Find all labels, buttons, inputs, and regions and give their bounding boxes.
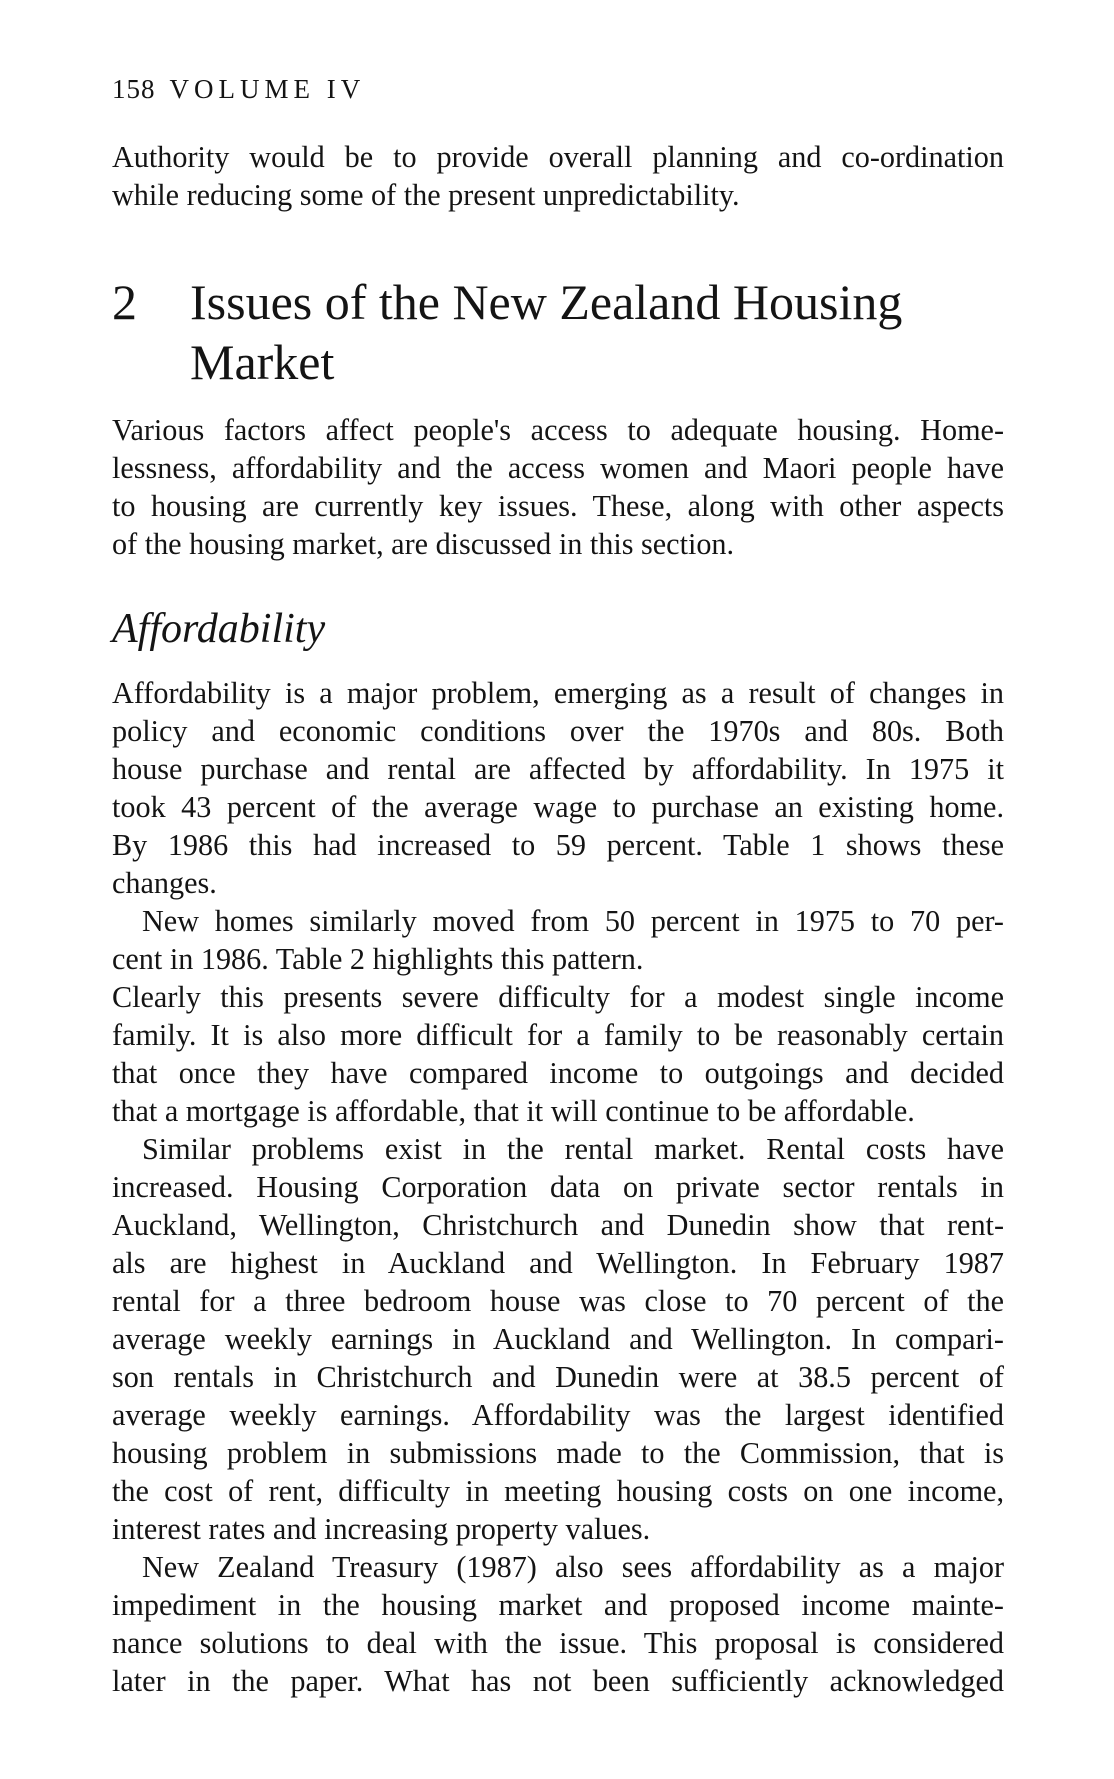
paragraph <box>112 1130 1004 1548</box>
section-title-line1: Issues of the New Zealand Housing <box>190 274 903 330</box>
page-number: 158 <box>112 74 156 104</box>
text-line: house purchase and rental are affected by affordability. In 1975 it <box>112 752 1004 786</box>
paragraph <box>112 902 1004 978</box>
text-line: policy and economic conditions over the 1970s and 80s. Both <box>112 714 1004 748</box>
running-head <box>112 74 365 105</box>
paragraph <box>112 978 1004 1130</box>
paragraph <box>112 674 1004 902</box>
text-line: took 43 percent of the average wage to purchase an existing home. <box>112 790 1004 824</box>
text-line: Authority would be to provide overall planning and co-ordination <box>112 140 1004 174</box>
text-line: By 1986 this had increased to 59 percent. Table 1 shows these <box>112 828 1004 862</box>
text-line: Clearly this presents severe difficulty for a modest single income <box>112 980 1004 1014</box>
volume-label: VOLUME IV <box>169 74 366 104</box>
text-line: increased. Housing Corporation data on private sector rentals in <box>112 1170 1004 1204</box>
text-line: Various factors affect people's access to adequate housing. Home- <box>112 413 1004 447</box>
section-heading <box>112 272 1004 392</box>
text-line: rental for a three bedroom house was close to 70 percent of the <box>112 1284 1004 1318</box>
text-line: to housing are currently key issues. These, along with other aspects <box>112 489 1004 523</box>
text-line: housing problem in submissions made to the Commission, that is <box>112 1436 1004 1470</box>
text-line: average weekly earnings in Auckland and Wellington. In compari- <box>112 1322 1004 1356</box>
text-line: interest rates and increasing property values. <box>112 1512 651 1546</box>
text-line: New homes similarly moved from 50 percent in 1975 to 70 per- <box>142 904 1004 938</box>
text-line: while reducing some of the present unpredictability. <box>112 178 740 212</box>
text-line: lessness, affordability and the access women and Maori people have <box>112 451 1004 485</box>
text-line: nance solutions to deal with the issue. This proposal is considered <box>112 1626 1004 1660</box>
text-line: Affordability is a major problem, emerging as a result of changes in <box>112 676 1004 710</box>
text-line: that a mortgage is affordable, that it will continue to be affordable. <box>112 1094 915 1128</box>
text-line: that once they have compared income to outgoings and decided <box>112 1056 1004 1090</box>
text-line: of the housing market, are discussed in this section. <box>112 527 735 561</box>
section-title-line2: Market <box>190 334 335 390</box>
text-line: the cost of rent, difficulty in meeting housing costs on one income, <box>112 1474 1004 1508</box>
text-line: son rentals in Christchurch and Dunedin were at 38.5 percent of <box>112 1360 1004 1394</box>
section-intro-paragraph <box>112 411 1004 563</box>
paragraph <box>112 1548 1004 1700</box>
text-line: family. It is also more difficult for a family to be reasonably certain <box>112 1018 1004 1052</box>
text-line: New Zealand Treasury (1987) also sees affordability as a major <box>142 1550 1004 1584</box>
text-line: changes. <box>112 866 217 900</box>
text-line: Auckland, Wellington, Christchurch and Dunedin show that rent- <box>112 1208 1004 1242</box>
text-line: als are highest in Auckland and Wellington. In February 1987 <box>112 1246 1004 1280</box>
section-number: 2 <box>112 274 137 330</box>
subsection-heading: Affordability <box>112 606 326 652</box>
text-line: impediment in the housing market and proposed income mainte- <box>112 1588 1004 1622</box>
text-line: Similar problems exist in the rental market. Rental costs have <box>142 1132 1004 1166</box>
intro-paragraph <box>112 138 1004 214</box>
affordability-body <box>112 674 1004 1700</box>
text-line: average weekly earnings. Affordability was the largest identified <box>112 1398 1004 1432</box>
text-line: later in the paper. What has not been sufficiently acknowledged <box>112 1664 1004 1698</box>
text-line: cent in 1986. Table 2 highlights this pattern. <box>112 942 644 976</box>
